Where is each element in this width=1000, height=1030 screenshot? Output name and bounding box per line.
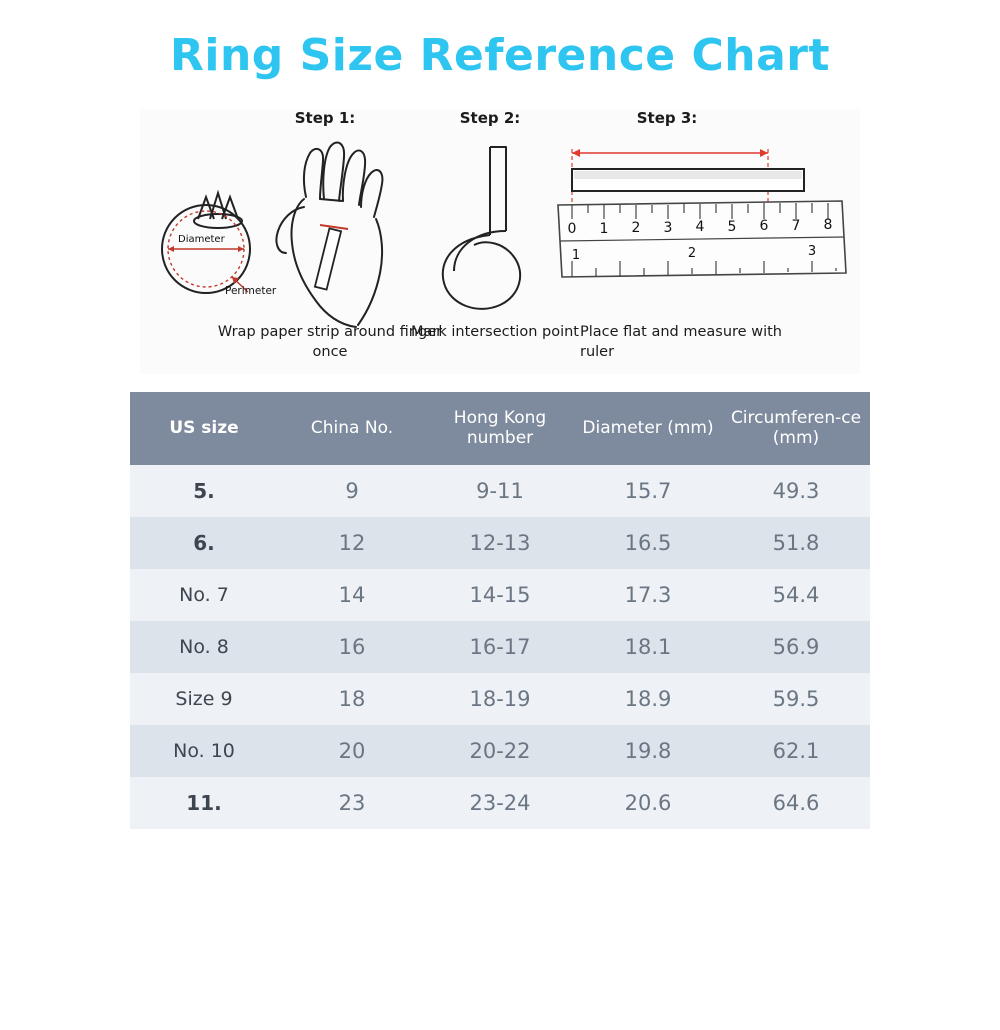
cell-hong-kong: 20-22	[426, 725, 574, 777]
steps-illustration-band	[140, 109, 860, 374]
table-row	[130, 569, 870, 621]
svg-text:6: 6	[759, 218, 769, 234]
table-row	[130, 465, 870, 517]
svg-text:2: 2	[687, 246, 697, 261]
cell-china-no: 9	[278, 465, 426, 517]
svg-text:3: 3	[807, 244, 817, 259]
cell-china-no: 16	[278, 621, 426, 673]
ruler-measurement-illustration	[550, 141, 850, 321]
cell-circumference: 51.8	[722, 517, 870, 569]
ring-size-table	[130, 392, 870, 829]
cell-hong-kong: 14-15	[426, 569, 574, 621]
svg-text:7: 7	[791, 218, 801, 234]
cell-hong-kong: 16-17	[426, 621, 574, 673]
cell-hong-kong: 12-13	[426, 517, 574, 569]
cell-hong-kong: 23-24	[426, 777, 574, 829]
step-2-label: Step 2:	[459, 109, 521, 127]
cell-circumference: 56.9	[722, 621, 870, 673]
cell-us-size: No. 10	[130, 725, 278, 777]
column-header-diameter: Diameter (mm)	[574, 392, 722, 465]
perimeter-label: Perimeter	[225, 285, 277, 297]
cell-china-no: 12	[278, 517, 426, 569]
table-row	[130, 673, 870, 725]
column-header-hong-kong-number: Hong Kong number	[426, 392, 574, 465]
column-header-us-size: US size	[130, 392, 278, 465]
cell-diameter: 18.1	[574, 621, 722, 673]
cell-circumference: 59.5	[722, 673, 870, 725]
table-row	[130, 621, 870, 673]
table-row	[130, 725, 870, 777]
hand-with-paper-strip-illustration	[248, 133, 413, 333]
diameter-label: Diameter	[178, 234, 225, 245]
cell-circumference: 54.4	[722, 569, 870, 621]
svg-text:8: 8	[823, 217, 833, 233]
svg-text:5: 5	[727, 219, 737, 235]
svg-text:0: 0	[567, 221, 577, 237]
ring-size-table-container	[130, 392, 870, 829]
cell-china-no: 23	[278, 777, 426, 829]
column-header-circumference: Circumferen-ce (mm)	[722, 392, 870, 465]
cell-us-size: 11.	[130, 777, 278, 829]
cell-circumference: 62.1	[722, 725, 870, 777]
cell-hong-kong: 9-11	[426, 465, 574, 517]
paper-strip-loop-illustration	[430, 139, 555, 329]
cell-hong-kong: 18-19	[426, 673, 574, 725]
cell-china-no: 14	[278, 569, 426, 621]
cell-diameter: 20.6	[574, 777, 722, 829]
cell-diameter: 16.5	[574, 517, 722, 569]
page-title: Ring Size Reference Chart	[170, 30, 830, 81]
svg-text:1: 1	[571, 248, 581, 263]
step-3-label: Step 3:	[636, 109, 698, 127]
cell-us-size: 6.	[130, 517, 278, 569]
cell-china-no: 20	[278, 725, 426, 777]
svg-text:4: 4	[695, 219, 705, 235]
cell-diameter: 18.9	[574, 673, 722, 725]
cell-us-size: Size 9	[130, 673, 278, 725]
step-2-caption: Mark intersection point	[411, 324, 579, 340]
table-row	[130, 777, 870, 829]
step-1-caption: Wrap paper strip around finger once	[217, 324, 443, 360]
svg-text:3: 3	[663, 220, 673, 236]
cell-us-size: No. 8	[130, 621, 278, 673]
table-row	[130, 517, 870, 569]
step-3-caption: Place flat and measure with ruler	[580, 324, 782, 360]
cell-circumference: 49.3	[722, 465, 870, 517]
cell-diameter: 17.3	[574, 569, 722, 621]
cell-diameter: 15.7	[574, 465, 722, 517]
cell-circumference: 64.6	[722, 777, 870, 829]
cell-us-size: No. 7	[130, 569, 278, 621]
step-1-label: Step 1:	[294, 109, 356, 127]
cell-china-no: 18	[278, 673, 426, 725]
column-header-china-no: China No.	[278, 392, 426, 465]
table-header-row	[130, 392, 870, 465]
svg-text:2: 2	[631, 220, 641, 236]
svg-text:1: 1	[599, 221, 609, 237]
cell-us-size: 5.	[130, 465, 278, 517]
cell-diameter: 19.8	[574, 725, 722, 777]
